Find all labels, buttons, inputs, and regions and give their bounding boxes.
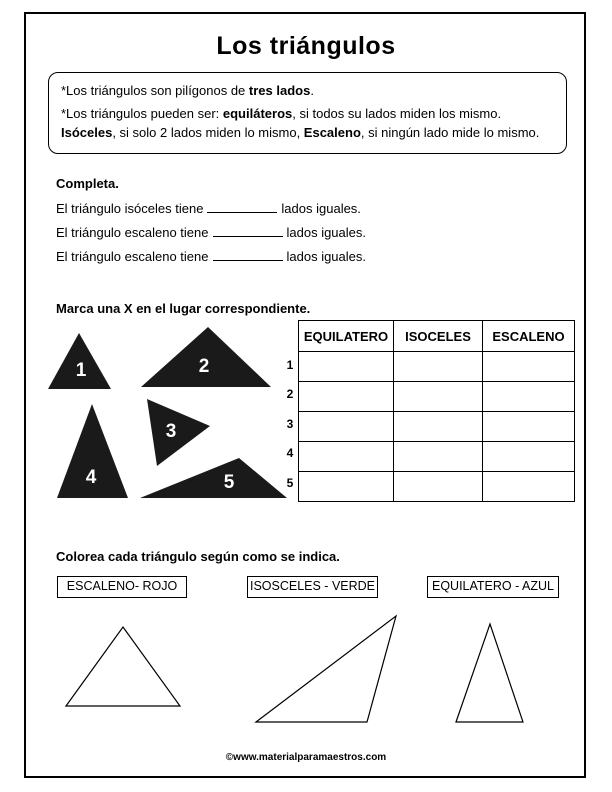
item-text: El triángulo escaleno tiene [56, 225, 209, 240]
table-cell[interactable] [394, 472, 483, 502]
table-cell[interactable] [483, 442, 575, 472]
info-text: , si ningún lado mide lo mismo. [360, 125, 540, 140]
table-cell[interactable] [394, 442, 483, 472]
table-row [299, 442, 575, 472]
marca-heading: Marca una X en el lugar correspondiente. [56, 301, 311, 316]
triangle-3-shape [147, 399, 210, 466]
column-header-isoceles: ISOCELES [394, 321, 483, 352]
info-text: *Los triángulos pueden ser: [61, 106, 223, 121]
table-cell[interactable] [299, 472, 394, 502]
info-bold: equiláteros [222, 106, 293, 121]
colorea-heading: Colorea cada triángulo según como se indica. [56, 549, 340, 564]
row-number: 5 [286, 476, 294, 490]
outline-triangle-scalene [256, 616, 396, 722]
info-bold: tres lados [248, 83, 311, 98]
completa-heading: Completa. [56, 176, 119, 191]
triangle-number: 1 [75, 360, 87, 381]
table-cell[interactable] [299, 412, 394, 442]
row-number: 2 [286, 387, 294, 401]
table-row [299, 412, 575, 442]
table-cell[interactable] [299, 352, 394, 382]
classification-table [298, 320, 575, 502]
table-cell[interactable] [394, 412, 483, 442]
triangle-5-shape [140, 458, 287, 498]
label-escaleno-rojo: ESCALENO- ROJO [57, 576, 187, 598]
triangle-number: 4 [85, 467, 97, 488]
item-text: lados iguales. [286, 225, 366, 240]
outline-triangle-equilateral [66, 627, 180, 706]
row-number: 4 [286, 446, 294, 460]
info-bold: Isóceles [61, 125, 113, 140]
triangle-number: 2 [198, 356, 210, 377]
table-row [299, 472, 575, 502]
table-cell[interactable] [394, 382, 483, 412]
label-equilatero-azul: EQUILATERO - AZUL [427, 576, 559, 598]
table-cell[interactable] [483, 412, 575, 442]
info-text: . [310, 83, 314, 98]
item-text: El triángulo isóceles tiene [56, 201, 204, 216]
table-row [299, 352, 575, 382]
column-header-escaleno: ESCALENO [483, 321, 575, 352]
info-text: *Los triángulos son pilígonos de [61, 83, 249, 98]
info-text: , si todos su lados miden los mismo. [292, 106, 502, 121]
table-row [299, 382, 575, 412]
row-number: 1 [286, 358, 294, 372]
row-number: 3 [286, 417, 294, 431]
table-cell[interactable] [299, 442, 394, 472]
info-bold: Escaleno [303, 125, 361, 140]
table-cell[interactable] [299, 382, 394, 412]
table-cell[interactable] [483, 472, 575, 502]
page-title: Los triángulos [216, 32, 396, 60]
item-text: lados iguales. [281, 201, 361, 216]
label-isosceles-verde: ISOSCELES - VERDE [247, 576, 378, 598]
outline-triangle-isosceles [456, 624, 523, 722]
triangle-number: 3 [165, 421, 177, 442]
table-cell[interactable] [483, 352, 575, 382]
table-header-row [299, 321, 575, 352]
item-text: El triángulo escaleno tiene [56, 249, 209, 264]
triangle-number: 5 [223, 472, 235, 493]
footer-copyright: ©www.materialparamaestros.com [225, 752, 387, 763]
table-cell[interactable] [483, 382, 575, 412]
item-text: lados iguales. [286, 249, 366, 264]
table-cell[interactable] [394, 352, 483, 382]
column-header-equilatero: EQUILATERO [299, 321, 394, 352]
info-text: , si solo 2 lados miden lo mismo, [112, 125, 304, 140]
